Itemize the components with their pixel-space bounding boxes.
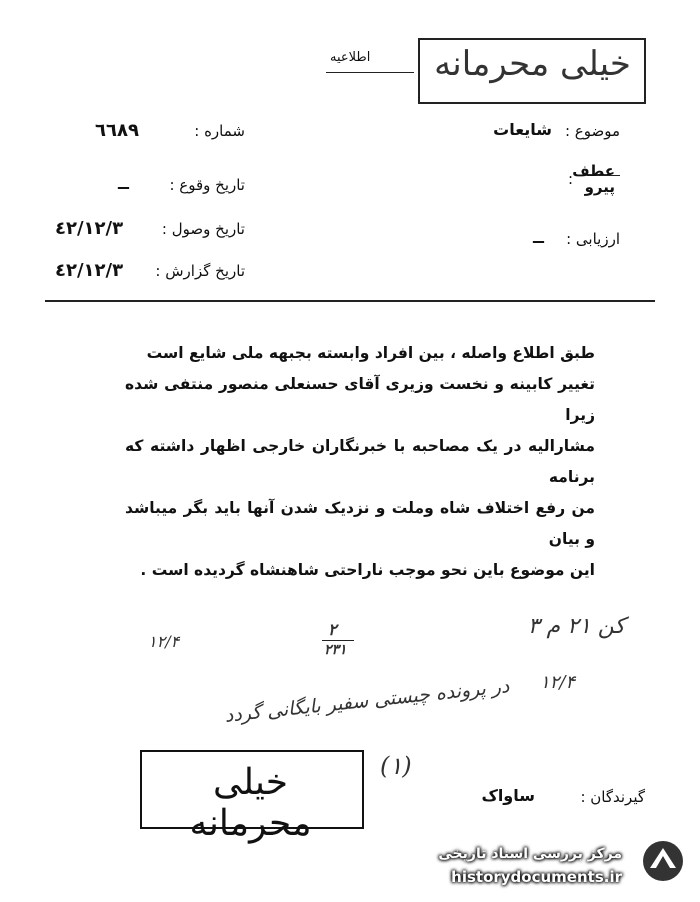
archive-logo-icon bbox=[640, 838, 686, 884]
received-value: ٤٢/١٢/٣ bbox=[55, 218, 124, 239]
body-line: تغییر کابینه و نخست وزیری آقای حسنعلی منصور منتفی شده زیرا bbox=[125, 375, 595, 424]
fraction-bar bbox=[322, 640, 354, 641]
evaluation-value: ــ bbox=[533, 228, 544, 247]
handwritten-date-1: ۱۲/۴ bbox=[148, 632, 180, 651]
notice-label: اطلاعیه bbox=[330, 50, 371, 65]
header-divider bbox=[45, 300, 655, 302]
subject-label: موضوع : bbox=[564, 122, 620, 140]
number-label: شماره : bbox=[194, 122, 245, 140]
received-label: تاریخ وصول : bbox=[161, 220, 245, 238]
notice-underline bbox=[326, 72, 414, 73]
bottom-secret-stamp: خیلی محرمانه bbox=[189, 762, 312, 844]
reference-divider bbox=[596, 175, 620, 176]
subject-value: شایعات bbox=[493, 120, 552, 139]
handwritten-filing-note: در پرونده چیستی سفیر بایگانی گردد bbox=[223, 675, 511, 727]
handwritten-paren: (۱) bbox=[380, 752, 412, 780]
number-value: ٦٦٨٩ bbox=[95, 120, 139, 141]
recipients-label: گیرندگان : bbox=[580, 788, 645, 806]
footer-org: مرکز بررسی اسناد تاریخی bbox=[438, 846, 622, 862]
handwritten-fraction-bottom: ۲۳۱ bbox=[324, 642, 347, 658]
occurrence-value: ــ bbox=[118, 174, 129, 193]
handwritten-fraction-top: ۲ bbox=[328, 620, 337, 639]
reference-label: عطف bbox=[572, 162, 615, 180]
top-secret-stamp: خیلی محرمانه bbox=[434, 44, 631, 84]
report-value: ٤٢/١٢/٣ bbox=[55, 260, 124, 281]
recipients-value: ساواک bbox=[481, 786, 535, 805]
followup-label: پیرو bbox=[584, 178, 615, 196]
body-line: مشارالیه در یک مصاحبه با خبرنگاران خارجی اظهار داشته که برنامه bbox=[125, 437, 595, 486]
body-line: این موضوع باین نحو موجب ناراحتی شاهنشاه گردیده است . bbox=[140, 561, 595, 579]
handwritten-reference: کن ۲۱ م ۳ bbox=[527, 614, 625, 639]
evaluation-label: ارزیابی : bbox=[566, 230, 620, 248]
report-body bbox=[125, 338, 595, 586]
reference-colon: : bbox=[568, 170, 574, 188]
footer-site: historydocuments.ir bbox=[451, 868, 622, 886]
body-line: طبق اطلاع واصله ، بین افراد وابسته بجبهه ملی شایع است bbox=[146, 344, 595, 362]
handwritten-date-2: ۱۲/۴ bbox=[540, 672, 576, 693]
body-line: من رفع اختلاف شاه وملت و نزدیک شدن آنها باید بگر میباشد و بیان bbox=[125, 499, 595, 548]
occurrence-label: تاریخ وقوع : bbox=[169, 176, 245, 194]
report-label: تاریخ گزارش : bbox=[155, 262, 245, 280]
